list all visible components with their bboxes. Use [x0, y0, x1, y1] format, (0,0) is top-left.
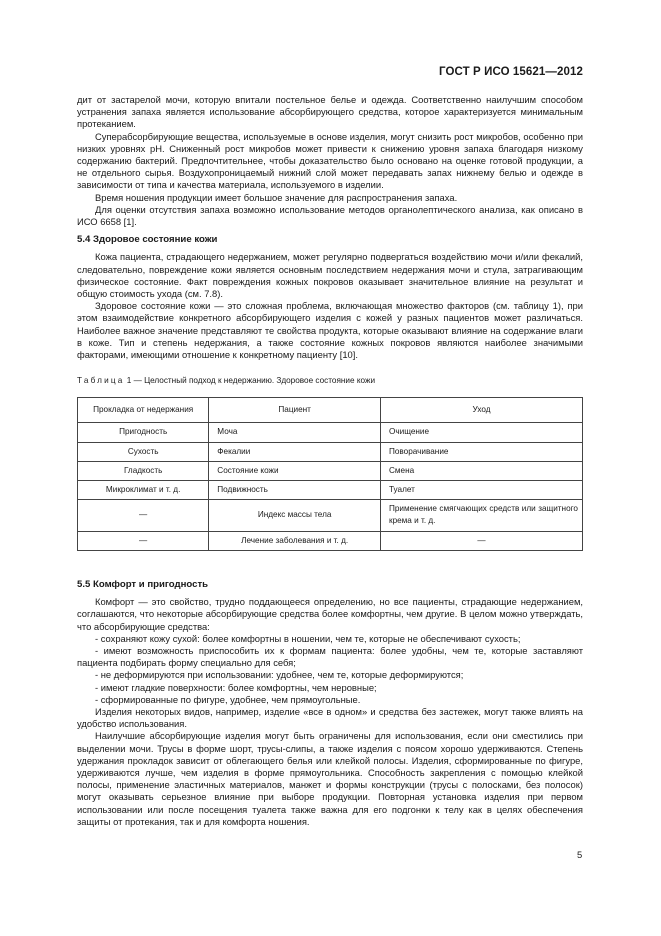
table-cell: Лечение заболевания и т. д. — [209, 531, 381, 550]
table-cell: Гладкость — [78, 461, 209, 480]
table-cell: — — [78, 531, 209, 550]
spacer — [77, 551, 583, 573]
table-cell: — — [380, 531, 582, 550]
paragraph: Суперабсорбирующие вещества, используемые в основе изделия, могут снизить рост микробов, особенно при низких уровнях pH. Сниженный рост микробов может привести к снижению уровня запаха благодаря низкому содержанию бактерий. Предпочтительнее, чтобы доказательство было основано на оценке готовой продукции, а не отдельного сырья. Воздухопроницаемый нижний слой может передавать запах нижнему белью и одежде в зависимости от типа и качества материала, используемого в изделии. — [77, 130, 583, 191]
document-body — [77, 94, 583, 828]
paragraph: Для оценки отсутствия запаха возможно использование методов органолептического анализа, как описано в ИСО 6658 [1]. — [77, 203, 583, 228]
list-item: - имеют гладкие поверхности: более комфортны, чем неровные; — [95, 681, 377, 693]
table-cell: — — [78, 500, 209, 531]
table-cell: Фекалии — [209, 442, 381, 461]
page-number: 5 — [577, 849, 583, 860]
table-cell: Сухость — [78, 442, 209, 461]
paragraph: Время ношения продукции имеет большое значение для распространения запаха. — [95, 191, 458, 203]
list-item: - имеют возможность приспособить их к формам пациента: более удобны, чем те, которые заставляют пациента подбирать форму специально для себя; — [77, 644, 583, 669]
table-row — [78, 423, 583, 442]
table-cell: Поворачивание — [380, 442, 582, 461]
table-caption-text: 1 — Целостный подход к недержанию. Здоровое состояние кожи — [124, 376, 376, 386]
table-caption — [77, 375, 583, 387]
table-header-cell: Уход — [380, 398, 582, 423]
section-heading-5-5: 5.5 Комфорт и пригодность — [77, 578, 209, 590]
table-cell: Туалет — [380, 481, 582, 500]
table-cell: Моча — [209, 423, 381, 442]
table-row — [78, 442, 583, 461]
table-cell: Очищение — [380, 423, 582, 442]
list-item: - не деформируются при использовании: удобнее, чем те, которые деформируются; — [95, 669, 464, 681]
table-caption-label: Таблица — [77, 376, 125, 386]
document-header: ГОСТ Р ИСО 15621—2012 — [438, 66, 583, 78]
table-cell: Пригодность — [78, 423, 209, 442]
table-cell: Подвижность — [209, 481, 381, 500]
table-row — [78, 500, 583, 531]
table-cell: Смена — [380, 461, 582, 480]
table-row — [78, 531, 583, 550]
table-cell: Микроклимат и т. д. — [78, 481, 209, 500]
table-row — [78, 461, 583, 480]
table-header-row — [78, 398, 583, 423]
paragraph: Изделия некоторых видов, например, изделие «все в одном» и средства без застежек, могут также влиять на удобство использования. — [77, 705, 583, 730]
table-header-cell: Прокладка от недержания — [78, 398, 209, 423]
list-item: - сформированные по фигуре, удобнее, чем прямоугольные. — [95, 693, 361, 705]
table-header-cell: Пациент — [209, 398, 381, 423]
section-heading-5-4: 5.4 Здоровое состояние кожи — [77, 234, 218, 246]
paragraph: дит от застарелой мочи, которую впитали постельное белье и одежда. Соответственно наилучшим способом устранения запаха является использование абсорбирующего средства, которое характеризуется минимальным протеканием. — [77, 94, 583, 130]
list-item: - сохраняют кожу сухой: более комфортны в ношении, чем те, которые не обеспечивают сухость; — [95, 632, 521, 644]
table-1 — [77, 397, 583, 550]
table-cell: Состояние кожи — [209, 461, 381, 480]
paragraph: Наилучшие абсорбирующие изделия могут быть ограничены для использования, если они сместились при выделении мочи. Трусы в форме шорт, трусы-слипы, а также изделия с поясом хорошо удерживаются. Степень удержания прокладок зависит от облегающего белья или клейкой полосы. Изделия, сформированные по фигуре, удерживаются лучше, чем изделия в форме прямоугольника. Способность закрепления с помощью клейкой полосы, применение эластичных материалов, манжет и формы конструкции (трусы с полосками, без полосок) могут оказывать серьезное влияние при выборе продукции. Повторная установка изделия при первом использовании или после посещения туалета также важна для его подгонки к телу как в целях обеспечения защиты от протекания, так и для комфорта ношения. — [77, 730, 583, 827]
paragraph: Кожа пациента, страдающего недержанием, может регулярно подвергаться воздействию мочи и/или фекалий, следовательно, повреждение кожи является основным последствием недержания мочи и стула, затрагивающим физическое состояние. Факт повреждения кожных покровов оказывает значительное влияние на результат и общую стоимость ухода (см. 7.8). — [77, 251, 583, 300]
paragraph: Комфорт — это свойство, трудно поддающееся определению, но все пациенты, страдающие недержанием, соглашаются, что некоторые абсорбирующие средства более комфортны, чем другие. В целом можно утверждать, что абсорбирующие средства: — [77, 596, 583, 632]
table-cell: Индекс массы тела — [209, 500, 381, 531]
table-cell: Применение смягчающих средств или защитного крема и т. д. — [380, 500, 582, 531]
table-row — [78, 481, 583, 500]
paragraph: Здоровое состояние кожи — это сложная проблема, включающая множество факторов (см. таблицу 1), при этом взаимодействие конкретного абсорбирующего изделия с кожей у разных пациентов может различаться. Наиболее важное значение представляют те свойства продукта, которые оказывают влияние на содержание влаги в коже. Тип и степень недержания, а также состояние кожных покровов являются наиболее значимыми факторами, имеющими отношение к конкретному пациенту [10]. — [77, 300, 583, 361]
